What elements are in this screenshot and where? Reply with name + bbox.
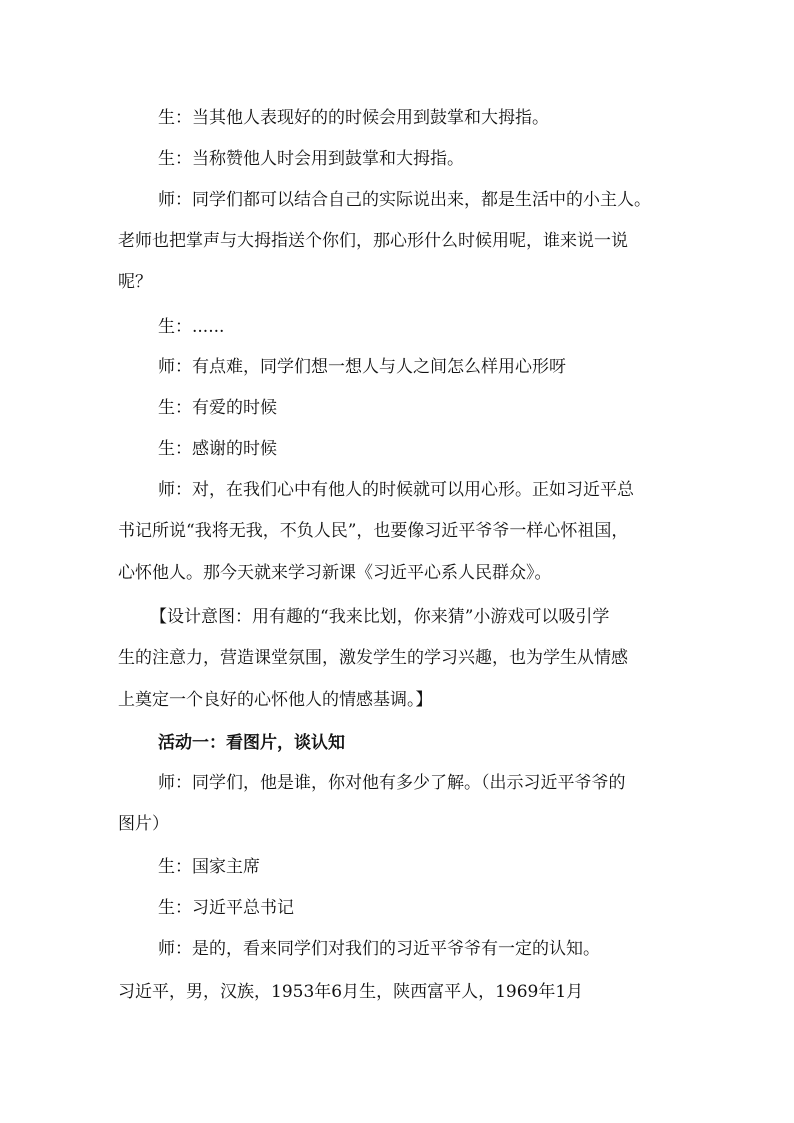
paragraph-line: 心怀他人。那今天就来学习新课《习近平心系人民群众》。 <box>118 563 552 583</box>
paragraph-line: 呢？ <box>118 272 152 292</box>
paragraph-line: 生：国家主席 <box>158 857 260 877</box>
paragraph-line: 生：习近平总书记 <box>158 898 294 918</box>
design-intent-line: 上奠定一个良好的心怀他人的情感基调。】 <box>118 690 433 710</box>
paragraph-line: 书记所说“我将无我，不负人民”，也要像习近平爷爷一样心怀祖国， <box>118 521 629 541</box>
paragraph-line: 师：同学们都可以结合自己的实际说出来，都是生活中的小主人。 <box>158 190 651 210</box>
paragraph-line: 师：有点难，同学们想一想人与人之间怎么样用心形呀 <box>158 357 566 377</box>
paragraph-line: 师：是的，看来同学们对我们的习近平爷爷有一定的认知。 <box>158 939 600 959</box>
design-intent-line: 生的注意力，营造课堂氛围，激发学生的学习兴趣，也为学生从情感 <box>118 648 628 668</box>
paragraph-line: 生：当其他人表现好的的时候会用到鼓掌和大拇指。 <box>158 108 549 128</box>
paragraph-line: 生：感谢的时候 <box>158 439 277 459</box>
paragraph-line: 习近平，男，汉族，1953年6月生，陕西富平人，1969年1月 <box>118 982 584 1002</box>
activity-heading: 活动一：看图片，谈认知 <box>158 733 345 753</box>
paragraph-line: 生：当称赞他人时会用到鼓掌和大拇指。 <box>158 149 464 169</box>
paragraph-line: 师：对，在我们心中有他人的时候就可以用心形。正如习近平总 <box>158 480 634 500</box>
paragraph-line: 图片） <box>118 814 169 834</box>
paragraph-line: 师：同学们，他是谁，你对他有多少了解。（出示习近平爷爷的 <box>158 773 626 793</box>
paragraph-line: 生：...... <box>158 317 225 337</box>
paragraph-line: 生：有爱的时候 <box>158 398 277 418</box>
design-intent-line: 【设计意图：用有趣的“我来比划，你来猜”小游戏可以吸引学 <box>150 607 610 627</box>
paragraph-line: 老师也把掌声与大拇指送个你们，那心形什么时候用呢，谁来说一说 <box>118 231 628 251</box>
